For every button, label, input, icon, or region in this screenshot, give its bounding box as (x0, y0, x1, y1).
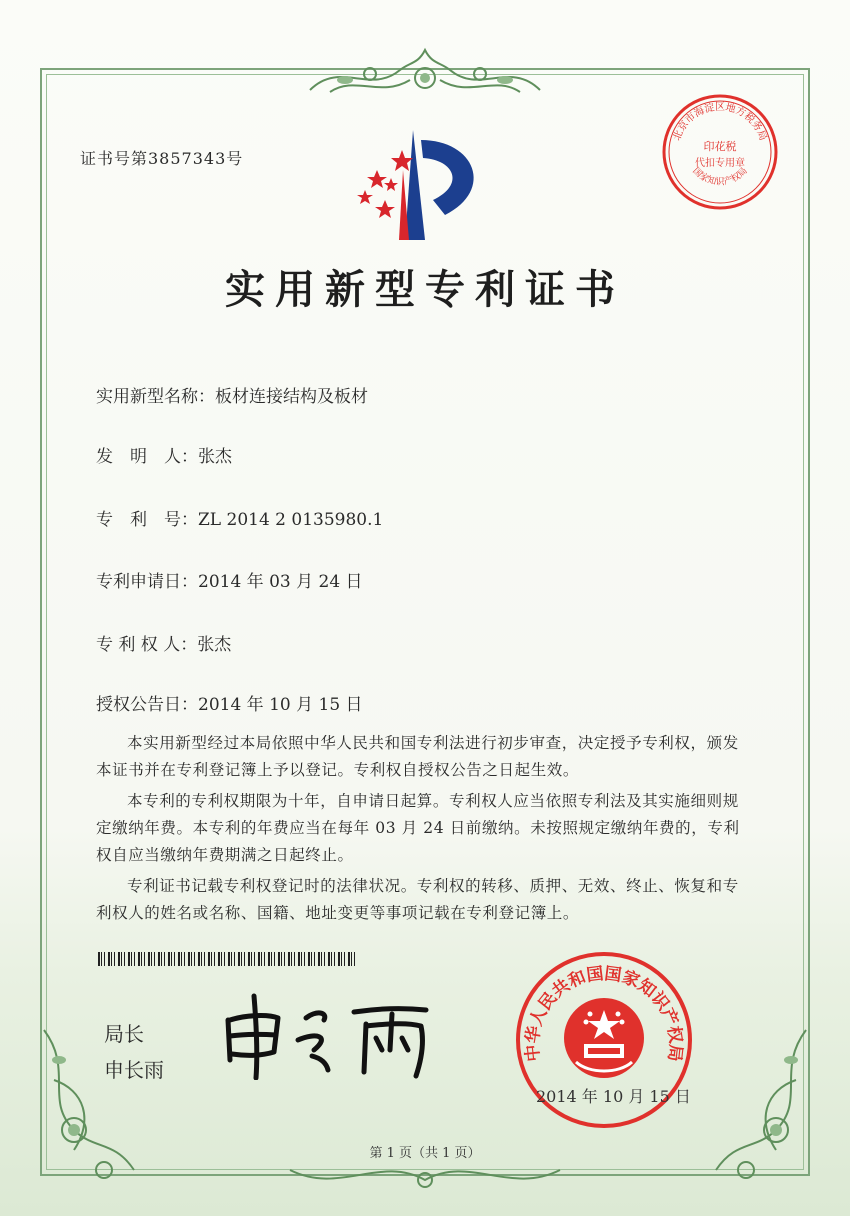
field-value: ZL 2014 2 0135980.1 (198, 510, 384, 530)
tax-stamp-bottom-text: 国家知识产权局 (690, 166, 750, 188)
tax-stamp (660, 92, 780, 216)
field-label: 实用新型名称： (96, 387, 215, 407)
certificate-body (96, 730, 746, 931)
paragraph-register: 专利证书记载专利权登记时的法律状况。专利权的转移、质押、无效、终止、恢复和专利权人的姓名或名称、国籍、地址变更等事项记载在专利登记簿上。 (96, 877, 739, 922)
paragraph-grant: 本实用新型经过本局依照中华人民共和国专利法进行初步审查，决定授予专利权，颁发本证书并在专利登记簿上予以登记。专利权自授权公告之日起生效。 (96, 734, 739, 779)
field-utility-model-name (96, 382, 368, 407)
field-label: 授权公告日： (96, 695, 198, 715)
field-value: 张杰 (197, 635, 232, 655)
field-value: 板材连接结构及板材 (215, 387, 368, 407)
field-label: 专 利 号： (96, 510, 198, 530)
field-patent-number (96, 505, 383, 530)
tax-stamp-center-2: 代扣专用章 (695, 158, 745, 169)
field-label: 专 利 权 人： (96, 635, 198, 655)
barcode (98, 952, 358, 966)
director-signature (216, 990, 446, 1080)
director-name: 申长雨 (104, 1058, 164, 1082)
certificate-title: 实用新型专利证书 (225, 266, 625, 313)
field-application-date (96, 567, 363, 592)
national-emblem-icon (564, 998, 644, 1078)
field-inventor (96, 442, 232, 467)
seal-ring-text: 中华人民共和国国家知识产权局 (522, 963, 686, 1063)
tax-stamp-center-1: 印花税 (703, 140, 737, 153)
field-label: 发 明 人： (96, 447, 198, 467)
page-number: 第 1 页（共 1 页） (369, 1146, 481, 1161)
patent-office-logo (355, 130, 495, 240)
field-grant-date (96, 690, 363, 715)
field-value: 张杰 (198, 447, 232, 467)
director-title: 局长 (104, 1022, 144, 1046)
field-patentee (96, 630, 231, 655)
bottom-right-ornament (696, 1020, 816, 1190)
field-value: 2014 年 10 月 15 日 (198, 695, 363, 715)
field-value: 2014 年 03 月 24 日 (198, 572, 363, 592)
paragraph-term: 本专利的专利权期限为十年，自申请日起算。专利权人应当依照专利法及其实施细则规定缴纳年费。本专利的年费应当在每年 03 月 24 日前缴纳。未按照规定缴纳年费的，专利权自应当缴纳年费期满之日起终止。 (96, 792, 740, 864)
field-label: 专利申请日： (96, 572, 198, 592)
tax-stamp-ring-text: 北京市海淀区地方税务局 (671, 102, 769, 143)
seal-date: 2014 年 10 月 15 日 (536, 1087, 691, 1106)
top-ornament (300, 40, 550, 110)
certificate-number: 证书号第3857343号 (80, 149, 244, 168)
